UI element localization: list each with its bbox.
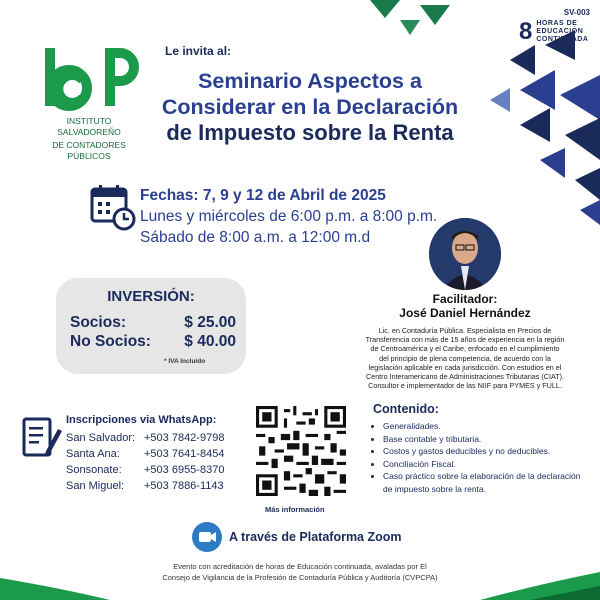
price-row xyxy=(70,333,236,351)
facilitator-photo xyxy=(429,218,501,290)
facilitator-bio: Lic. en Contaduría Pública. Especialista en Precios de Transferencia con más de 15 años de experiencia en la región de Centroamérica y el Caribe, enfocado en el cumplimiento del principio de plena competencia, de acuerdo con la legislación aplicable en cada jurisdicción. Con estudios en el Centro Interamericano de Administraciones Tributarias (CIAT). Consultor e implementador de las NIIF para PYMES y FULL. xyxy=(365,326,565,391)
dates-line3: Sábado de 8:00 a.m. a 12:00 m.d xyxy=(140,229,371,246)
dates-line2: Lunes y miércoles de 6:00 p.m. a 8:00 p.m. xyxy=(140,208,438,225)
list-item: • Base contable y tributaria. xyxy=(383,433,583,446)
price-label: Socios: xyxy=(70,314,126,331)
iscp-logo xyxy=(34,44,144,162)
hours-line2: EDUCACIÓN xyxy=(536,28,584,35)
seminar-title xyxy=(140,68,480,146)
contact-city: San Salvador: xyxy=(66,432,136,444)
investment-heading: INVERSIÓN: xyxy=(107,288,195,305)
facilitator-block xyxy=(365,292,565,390)
registration-block xyxy=(66,412,224,494)
qr-caption: Más información xyxy=(265,505,325,514)
title-line2: Considerar en la Declaración xyxy=(161,95,459,119)
list-item: • Generalidades. xyxy=(383,420,583,433)
dates-block xyxy=(140,185,437,248)
logo-text-2: DE CONTADORES PÚBLICOS xyxy=(52,140,126,161)
facilitator-name: José Daniel Hernández xyxy=(399,306,531,320)
hours-line3: CONTINUADA xyxy=(536,36,589,43)
contact-phone[interactable]: +503 6955-8370 xyxy=(144,464,225,476)
dates-line1: Fechas: 7, 9 y 12 de Abril de 2025 xyxy=(140,187,386,204)
contact-row xyxy=(66,478,224,494)
price-value: $ 40.00 xyxy=(184,333,236,350)
footer-line1: Evento con acreditación de horas de Educación continuada, avaladas por El xyxy=(173,562,427,571)
logo-mark-icon xyxy=(39,44,139,114)
content-list xyxy=(373,420,583,495)
title-line3: de Impuesto sobre la Renta xyxy=(166,120,454,145)
price-label: No Socios: xyxy=(70,333,151,350)
list-item: • Caso práctico sobre la elaboración de la declaración de impuesto sobre la renta. xyxy=(383,470,583,495)
zoom-platform-text: A través de Plataforma Zoom xyxy=(229,530,402,544)
price-value: $ 25.00 xyxy=(184,314,236,331)
contact-city: Santa Ana: xyxy=(66,448,120,460)
contact-row xyxy=(66,446,224,462)
contact-row xyxy=(66,462,224,478)
content-heading: Contenido: xyxy=(373,402,439,416)
facilitator-heading: Facilitador: xyxy=(432,292,498,306)
contact-city: San Miguel: xyxy=(66,480,125,492)
hours-number: 8 xyxy=(519,18,533,45)
registration-heading: Inscripciones via WhatsApp: xyxy=(66,414,217,426)
qr-code[interactable] xyxy=(256,406,346,496)
iva-note: * IVA Incluido xyxy=(164,358,206,365)
price-row xyxy=(70,314,236,332)
title-line1: Seminario Aspectos a xyxy=(198,69,422,93)
content-block xyxy=(373,402,583,495)
contact-phone[interactable]: +503 7641-8454 xyxy=(144,448,225,460)
contact-phone[interactable]: +503 7842-9798 xyxy=(144,432,225,444)
contact-city: Sonsonate: xyxy=(66,464,122,476)
logo-text-1: INSTITUTO SALVADOREÑO xyxy=(57,116,121,137)
hours-line1: HORAS DE xyxy=(536,20,578,27)
contact-row xyxy=(66,430,224,446)
hours-badge xyxy=(519,20,588,44)
contact-phone[interactable]: +503 7886-1143 xyxy=(144,480,224,492)
event-code: SV-003 xyxy=(563,8,590,17)
investment-box xyxy=(56,278,246,374)
zoom-icon xyxy=(192,522,222,552)
calendar-clock-icon xyxy=(90,183,136,231)
list-item: • Conciliación Fiscal. xyxy=(383,458,583,471)
form-pen-icon xyxy=(22,415,62,461)
footer-wave xyxy=(0,560,600,600)
footer-line2: Consejo de Vigilancia de la Profesión de Contaduría Pública y Auditoría (CVPCPA) xyxy=(162,572,438,582)
list-item: • Costos y gastos deducibles y no deducibles. xyxy=(383,445,583,458)
invite-text: Le invita al: xyxy=(165,44,232,58)
